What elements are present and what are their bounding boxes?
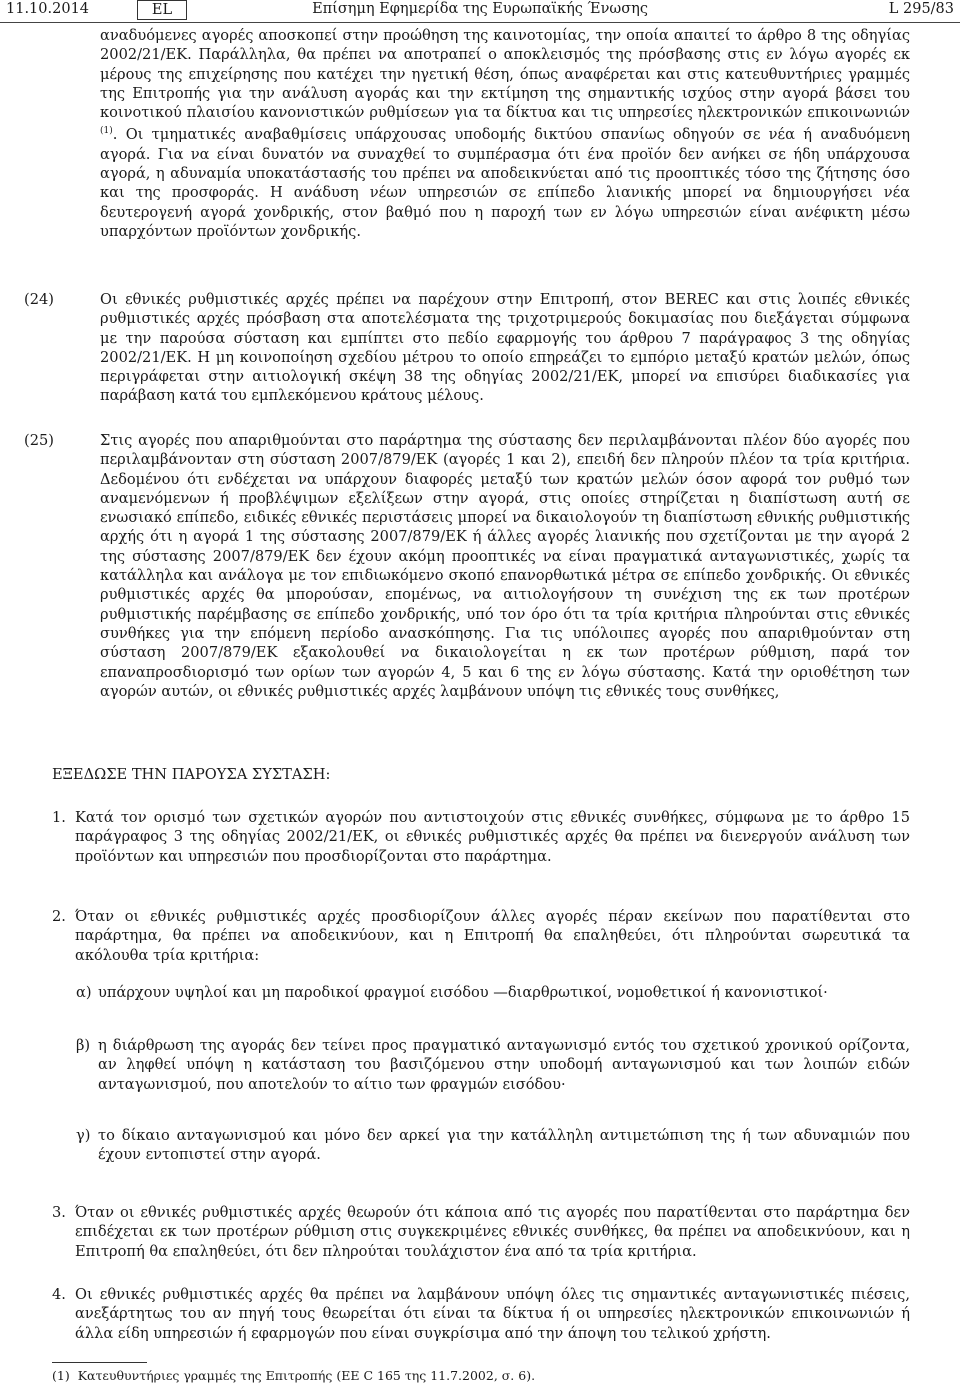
point-number: 1. — [52, 809, 66, 826]
footnote-divider — [52, 1362, 147, 1363]
opening-paragraph-continuation: . Οι τμηματικές αναβαθμίσεις υπάρχουσας υποδομής δικτύου σπανίως οδηγούν σε νέα ή αναδυόμενη αγορά. Για να είναι δυνατόν να συναχθεί το συμπέρασμα ότι ένα προϊόν δεν ανήκει σε ήδη υπάρχουσα αγορά, η αδυναμία υποκατάστασής του πρέπει να αποδεικνύεται από τις προοπτικές τόσο της ζήτησης όσο και της προσφοράς. Η ανάδυση νέων υπηρεσιών σε επίπεδο λιανικής μπορεί να δημιουργήσει νέα δευτερογενή αγορά χονδρικής, στον βαθμό που η παροχή των εν λόγω υπηρεσιών είναι ανέφικτη μέσω υπαρχόντων προϊόντων χονδρικής. — [100, 126, 910, 240]
point-text: Όταν οι εθνικές ρυθμιστικές αρχές θεωρούν ότι κάποια από τις αγορές που παρατίθενται στο παράρτημα δεν επιδέχεται εκ των προτέρων ρύθμιση στις συγκεκριμένες εθνικές συνθήκες, θα πρέπει να αποδεικνύουν, και η Επιτροπή θα επαληθεύει, ότι δεν πληρούται τουλάχιστον ένα από τα τρία κριτήρια. — [75, 1204, 910, 1260]
footnote-ref[interactable]: (1) — [100, 126, 113, 137]
point-text: Κατά τον ορισμό των σχετικών αγορών που αντιστοιχούν στις εθνικές συνθήκες, σύμφωνα με το άρθρο 15 παράγραφος 3 της οδηγίας 2002/21/ΕΚ, οι εθνικές ρυθμιστικές αρχές θα πρέπει να διενεργούν ανάλυση των προϊόντων και υπηρεσιών που προσδιορίζονται στο παράρτημα. — [75, 809, 910, 865]
recital-text: Οι εθνικές ρυθμιστικές αρχές πρέπει να παρέχουν στην Επιτροπή, στον BEREC και στις λοιπές εθνικές ρυθμιστικές αρχές πρόσβαση στα αποτελέσματα της τριχοτριμερούς δοκιμασίας που διεξάγεται σύμφωνα με την παρούσα σύσταση και εμπίπτει στο πεδίο εφαρμογής του άρθρου 7 παράγραφος 3 της οδηγίας 2002/21/ΕΚ. Η μη κοινοποίηση σχεδίου μέτρου το οποίο επηρεάζει το εμπόριο μεταξύ κρατών μελών, όπως περιγράφεται στην αιτιολογική σκέψη 38 της οδηγίας 2002/21/ΕΚ, μπορεί να επισύρει διαδικασίες για παράβαση κατά του εμπλεκόμενου κράτους μέλους. — [100, 291, 910, 405]
point-number: 2. — [52, 908, 66, 925]
point-number: 3. — [52, 1204, 66, 1221]
footnote — [52, 1368, 535, 1384]
point-text: Όταν οι εθνικές ρυθμιστικές αρχές προσδιορίζουν άλλες αγορές πέραν εκείνων που παρατίθενται στο παράρτημα, θα πρέπει να αποδεικνύουν, και η Επιτροπή θα επαληθεύει, ότι πληρούνται σωρευτικά τα ακόλουθα τρία κριτήρια: — [75, 908, 910, 964]
recital-text: Στις αγορές που απαριθμούνται στο παράρτημα της σύστασης δεν περιλαμβάνονται πλέον δύο αγορές που περιλαμβάνονταν στη σύσταση 2007/879/ΕΚ (αγορές 1 και 2), επειδή δεν πληρούν πλέον τα τρία κριτήρια. Δεδομένου ότι ενδέχεται να υπάρχουν διαφορές μεταξύ των κρατών μελών όσον αφορά τον ρυθμό των αναμενόμενων ή προβλέψιμων εξελίξεων στην αγορά, στις οποίες στηρίζεται η διαπίστωση αυτή σε ενωσιακό επίπεδο, ειδικές εθνικές περιστάσεις μπορεί να δικαιολογούν τη διαπίστωση εθνικής ρυθμιστικής αρχής ότι η αγορά 1 της σύστασης 2007/879/ΕΚ ή άλλες αγορές λιανικής που σχετίζονται με την αγορά 2 της σύστασης 2007/879/ΕΚ δεν έχουν ακόμη προοπτικές να είναι πραγματικά ανταγωνιστικές, χωρίς τα κατάλληλα και ανάλογα με τον επιδιωκόμενο σκοπό επανορθωτικά μέτρα σε επίπεδο χονδρικής. Οι εθνικές ρυθμιστικές αρχές θα μπορούσαν, επομένως, να αιτιολογήσουν τη συνέχιση της εκ των προτέρων ρυθμιστικής παρέμβασης σε επίπεδο χονδρικής, υπό τον όρο ότι τα τρία κριτήρια πληρούνται στις εθνικές συνθήκες για την επόμενη περίοδο ανασκόπησης. Για τις υπόλοιπες αγορές που απαριθμούνταν στη σύσταση 2007/879/ΕΚ εξακολουθεί να δικαιολογείται η εκ των προτέρων ρύθμιση, παρά τον επαναπροσδιορισμό των ορίων των αγορών 4, 5 και 6 της εν λόγω σύστασης. Κατά την οριοθέτηση των αγορών αυτών, οι εθνικές ρυθμιστικές αρχές λαμβάνουν υπόψη τις εθνικές τους συνθήκες, — [100, 432, 910, 700]
criterion-text: υπάρχουν υψηλοί και μη παροδικοί φραγμοί εισόδου —διαρθρωτικοί, νομοθετικοί ή κανονιστικοί· — [98, 984, 828, 1001]
opening-paragraph-text: αναδυόμενες αγορές αποσκοπεί στην προώθηση της καινοτομίας, την οποία απαιτεί το άρθρο 8 της οδηγίας 2002/21/ΕΚ. Παράλληλα, θα πρέπει να αποτραπεί ο αποκλεισμός της πρόσβασης στις εν λόγω αγορές εκ μέρους της επιχείρησης που κατέχει την ηγετική θέση, όπως αναφέρεται και στις κατευθυντήριες γραμμές της Επιτροπής για την ανάλυση αγοράς και την εκτίμηση της σημαντικής ισχύος στην αγορά βάσει του κοινοτικού πλαισίου κανονιστικών ρυθμίσεων για τα δίκτυα και τις υπηρεσίες ηλεκτρονικών επικοινωνιών — [100, 27, 910, 122]
recital-number: (25) — [24, 432, 54, 449]
criterion-label: α) — [76, 984, 92, 1001]
page-reference: L 295/83 — [888, 1, 954, 17]
criterion-label: β) — [76, 1037, 91, 1054]
language-badge: EL — [137, 0, 187, 20]
recital-number: (24) — [24, 291, 54, 308]
point-number: 4. — [52, 1286, 66, 1303]
criterion-text: το δίκαιο ανταγωνισμού και μόνο δεν αρκεί για την κατάλληλη αντιμετώπιση της ή των αδυναμιών που έχουν εντοπιστεί στην αγορά. — [98, 1127, 910, 1164]
recommendation-heading: ΕΞΕΔΩΣΕ ΤΗΝ ΠΑΡΟΥΣΑ ΣΥΣΤΑΣΗ: — [52, 766, 331, 783]
footnote-mark: (1) — [52, 1368, 70, 1383]
footnote-text: Κατευθυντήριες γραμμές της Επιτροπής (ΕΕ C 165 της 11.7.2002, σ. 6). — [77, 1368, 536, 1383]
criterion-text: η διάρθρωση της αγοράς δεν τείνει προς πραγματικό ανταγωνισμό εντός του σχετικού χρονικού ορίζοντα, αν ληφθεί υπόψη η κατάσταση του βασιζόμενου στην υποδομή ανταγωνισμού και των λοιπών ειδών ανταγωνισμού, που αποτελούν το αίτιο των φραγμών εισόδου· — [98, 1037, 910, 1093]
opening-paragraph — [100, 26, 910, 241]
journal-title: Επίσημη Εφημερίδα της Ευρωπαϊκής Ένωσης — [312, 1, 648, 17]
criterion-label: γ) — [76, 1127, 91, 1144]
page-header — [0, 0, 960, 23]
publication-date: 11.10.2014 — [6, 1, 90, 17]
point-text: Οι εθνικές ρυθμιστικές αρχές θα πρέπει να λαμβάνουν υπόψη όλες τις σημαντικές ανταγωνιστικές πιέσεις, ανεξάρτητως του αν πηγή τους θεωρείται ότι είναι τα δίκτυα ή οι υπηρεσίες ηλεκτρονικών επικοινωνιών ή άλλα είδη υπηρεσιών ή εφαρμογών που είναι συγκρίσιμα από την άποψη του τελικού χρήστη. — [75, 1286, 910, 1342]
